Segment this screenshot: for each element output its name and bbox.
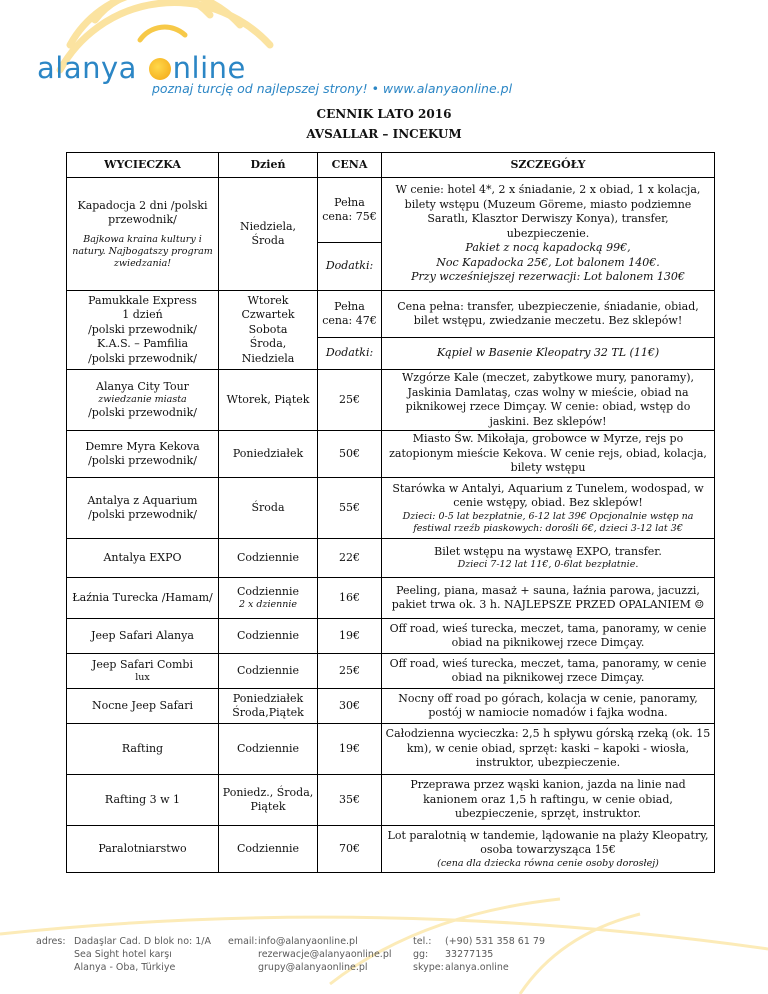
address-line: Dadaşlar Cad. D blok no: 1/A xyxy=(74,936,211,947)
trip-price: Pełna cena: 47€ xyxy=(318,291,382,338)
trip-name: Rafting 3 w 1 xyxy=(67,775,219,826)
trip-note: Bajkowa kraina kultury i natury. Najbogatszy program zwiedzania! xyxy=(72,233,213,269)
trip-extras: Przy wcześniejszej rezerwacji: Lot balonem 130€ xyxy=(411,270,685,284)
table-header-row xyxy=(67,153,715,178)
trip-price: 25€ xyxy=(318,654,382,689)
table-row xyxy=(67,478,715,539)
bottom-curve-decoration xyxy=(0,874,768,994)
table-row xyxy=(67,291,715,338)
trip-name: Nocne Jeep Safari xyxy=(67,689,219,724)
trip-name: Rafting xyxy=(67,724,219,775)
trip-price: 16€ xyxy=(318,578,382,619)
trip-price: 30€ xyxy=(318,689,382,724)
trip-day: Czwartek xyxy=(241,308,295,322)
trip-details: Przeprawa przez wąski kanion, jazda na linie nad kanionem oraz 1,5 h raftingu, w cenie obiad, ubezpieczenie, sprzęt, instruktor. xyxy=(382,775,715,826)
trip-name: Kapadocja 2 dni /polski przewodnik/ xyxy=(77,198,208,226)
trip-name: Alanya City Tour xyxy=(96,379,189,393)
trip-day-note: 2 x dziennie xyxy=(238,599,298,611)
trip-day: Codziennie xyxy=(219,539,318,578)
table-row xyxy=(67,619,715,654)
address-line: Sea Sight hotel karşı xyxy=(74,949,172,960)
trip-note: Dzieci 7-12 lat 11€, 0-6lat bezpłatnie. xyxy=(457,559,639,571)
logo-text: alanya nline xyxy=(37,51,246,85)
trip-day: Sobota xyxy=(248,322,288,336)
trip-day: Wtorek xyxy=(247,293,289,307)
table-row xyxy=(67,654,715,689)
trip-name: Demre Myra Kekova /polski przewodnik/ xyxy=(67,431,219,478)
address-label: adres: xyxy=(36,936,66,947)
email-link[interactable]: info@alanyaonline.pl xyxy=(258,936,358,947)
gg-label: gg: xyxy=(413,949,429,960)
trip-name: Antalya z Aquarium /polski przewodnik/ xyxy=(67,478,219,539)
trip-day: Codziennie xyxy=(236,584,300,598)
table-row xyxy=(67,689,715,724)
trip-note: lux xyxy=(135,672,150,684)
trip-price: 19€ xyxy=(318,619,382,654)
trip-details: Off road, wieś turecka, meczet, tama, panoramy, w cenie obiad na piknikowej rzece Dimçay. xyxy=(382,619,715,654)
trip-price: 55€ xyxy=(318,478,382,539)
trip-day: Poniedziałek xyxy=(219,431,318,478)
email-link[interactable]: grupy@alanyaonline.pl xyxy=(258,962,368,973)
trip-note: zwiedzanie miasta xyxy=(98,394,187,405)
table-row xyxy=(67,578,715,619)
header-details: SZCZEGÓŁY xyxy=(382,153,715,178)
table-row xyxy=(67,370,715,431)
trip-details: Off road, wieś turecka, meczet, tama, panoramy, w cenie obiad na piknikowej rzece Dimçay. xyxy=(382,654,715,689)
trip-day: Codziennie xyxy=(219,826,318,873)
trip-price: Pełna cena: 75€ xyxy=(318,178,382,243)
trip-name: Antalya EXPO xyxy=(67,539,219,578)
trip-name: Łaźnia Turecka /Hamam/ xyxy=(67,578,219,619)
trip-details: Bilet wstępu na wystawę EXPO, transfer. xyxy=(434,544,662,558)
tel-value[interactable]: (+90) 531 358 61 79 xyxy=(445,936,545,947)
trip-day: Wtorek, Piątek xyxy=(219,370,318,431)
trip-details: Wzgórze Kale (meczet, zabytkowe mury, panoramy), Jaskinia Damlataş, czas wolny w mieście, obiad na piknikowej rzece Dimçay. W cenie: obiad, wstęp do jaskini. Bez sklepów! xyxy=(382,370,715,431)
table-row xyxy=(67,178,715,243)
trip-details: Całodzienna wycieczka: 2,5 h spływu górską rzeką (ok. 15 km), w cenie obiad, sprzęt: kaski – kapoki - wiosła, instruktor, ubezpieczenie. xyxy=(382,724,715,775)
trip-name: K.A.S. – Pamfilia xyxy=(96,337,189,351)
table-row xyxy=(67,826,715,873)
trip-extras: Kąpiel w Basenie Kleopatry 32 TL (11€) xyxy=(382,338,715,370)
header-price: CENA xyxy=(318,153,382,178)
brand-logo[interactable] xyxy=(37,52,246,84)
document-subtitle: AVSALLAR – INCEKUM xyxy=(306,127,462,141)
trip-details: Cena pełna: transfer, ubezpieczenie, śniadanie, obiad, bilet wstępu, zwiedzanie meczetu. Bez sklepów! xyxy=(382,291,715,338)
trip-price: 70€ xyxy=(318,826,382,873)
trip-day: Codziennie xyxy=(219,619,318,654)
trip-details: Starówka w Antalyi, Aquarium z Tunelem, wodospad, w cenie wstępy, obiad. Bez sklepów! xyxy=(392,481,704,509)
trip-price-extras: Dodatki: xyxy=(318,338,382,370)
trip-price-extras: Dodatki: xyxy=(318,243,382,291)
sun-o-icon xyxy=(149,58,171,80)
header-day: Dzień xyxy=(219,153,318,178)
trip-details: W cenie: hotel 4*, 2 x śniadanie, 2 x obiad, 1 x kolacja, bilety wstępu (Muzeum Göreme, miasto podziemne Saratlı, Klasztor Derwiszy Konya), transfer, ubezpieczenie. xyxy=(395,183,701,240)
skype-label: skype: xyxy=(413,962,444,973)
trip-name: Jeep Safari Alanya xyxy=(67,619,219,654)
footer-address xyxy=(36,935,211,974)
trip-day: Niedziela, Środa xyxy=(219,178,318,291)
table-row xyxy=(67,431,715,478)
trip-name: /polski przewodnik/ xyxy=(88,406,197,419)
trip-details: Nocny off road po górach, kolacja w cenie, panoramy, postój w namiocie nomadów i fajka wodna. xyxy=(382,689,715,724)
trip-note: (cena dla dziecka równa cenie osoby dorosłej) xyxy=(437,857,659,869)
document-title: CENNIK LATO 2016 xyxy=(316,107,452,121)
footer-email xyxy=(228,935,392,974)
trip-day: Środa, xyxy=(249,337,287,351)
trip-name: Jeep Safari Combi xyxy=(92,657,193,671)
trip-details: Peeling, piana, masaż + sauna, łaźnia parowa, jacuzzi, pakiet trwa ok. 3 h. NAJLEPSZE PRZED OPALANIEM ☺ xyxy=(382,578,715,619)
trip-name: Pamukkale Express xyxy=(88,293,197,307)
tel-label: tel.: xyxy=(413,936,432,947)
trip-details: Lot paralotnią w tandemie, lądowanie na plaży Kleopatry, osoba towarzysząca 15€ xyxy=(387,828,709,856)
trip-price: 35€ xyxy=(318,775,382,826)
trip-extras: Pakiet z nocą kapadocką 99€, xyxy=(465,241,631,255)
trip-name: /polski przewodnik/ xyxy=(88,351,197,365)
table-row xyxy=(67,539,715,578)
trip-note: Dzieci: 0-5 lat bezpłatnie, 6-12 lat 39€ Opcjonalnie wstęp na festiwal rzeźb piaskowych: dorośli 6€, dzieci 3-12 lat 3€ xyxy=(402,510,694,534)
trip-price: 22€ xyxy=(318,539,382,578)
table-row xyxy=(67,775,715,826)
trip-price: 25€ xyxy=(318,370,382,431)
skype-value[interactable]: alanya.online xyxy=(445,962,509,973)
trip-day: Poniedziałek Środa,Piątek xyxy=(219,689,318,724)
trip-day: Codziennie xyxy=(219,654,318,689)
trip-day: Poniedz., Środa, Piątek xyxy=(219,775,318,826)
trip-name: Paralotniarstwo xyxy=(67,826,219,873)
header-trip: WYCIECZKA xyxy=(67,153,219,178)
address-line: Alanya - Oba, Türkiye xyxy=(74,962,176,973)
email-link[interactable]: rezerwacje@alanyaonline.pl xyxy=(258,949,392,960)
email-label: email: xyxy=(228,936,258,947)
trip-price: 50€ xyxy=(318,431,382,478)
gg-value: 33277135 xyxy=(445,949,494,960)
footer-contact xyxy=(413,935,545,974)
price-table xyxy=(66,152,715,873)
trip-details: Miasto Św. Mikołaja, grobowce w Myrze, rejs po zatopionym mieście Kekova. W cenie rejs, obiad, kolacja, bilety wstępu xyxy=(382,431,715,478)
trip-price: 19€ xyxy=(318,724,382,775)
trip-day: Codziennie xyxy=(219,724,318,775)
trip-name: 1 dzień xyxy=(122,308,163,322)
trip-day: Środa xyxy=(219,478,318,539)
table-row xyxy=(67,724,715,775)
trip-day: Niedziela xyxy=(241,351,295,365)
trip-name: /polski przewodnik/ xyxy=(88,322,197,336)
trip-extras: Noc Kapadocka 25€, Lot balonem 140€. xyxy=(436,255,660,269)
tagline: poznaj turcję od najlepszej strony! • www.alanyaonline.pl xyxy=(152,81,513,96)
